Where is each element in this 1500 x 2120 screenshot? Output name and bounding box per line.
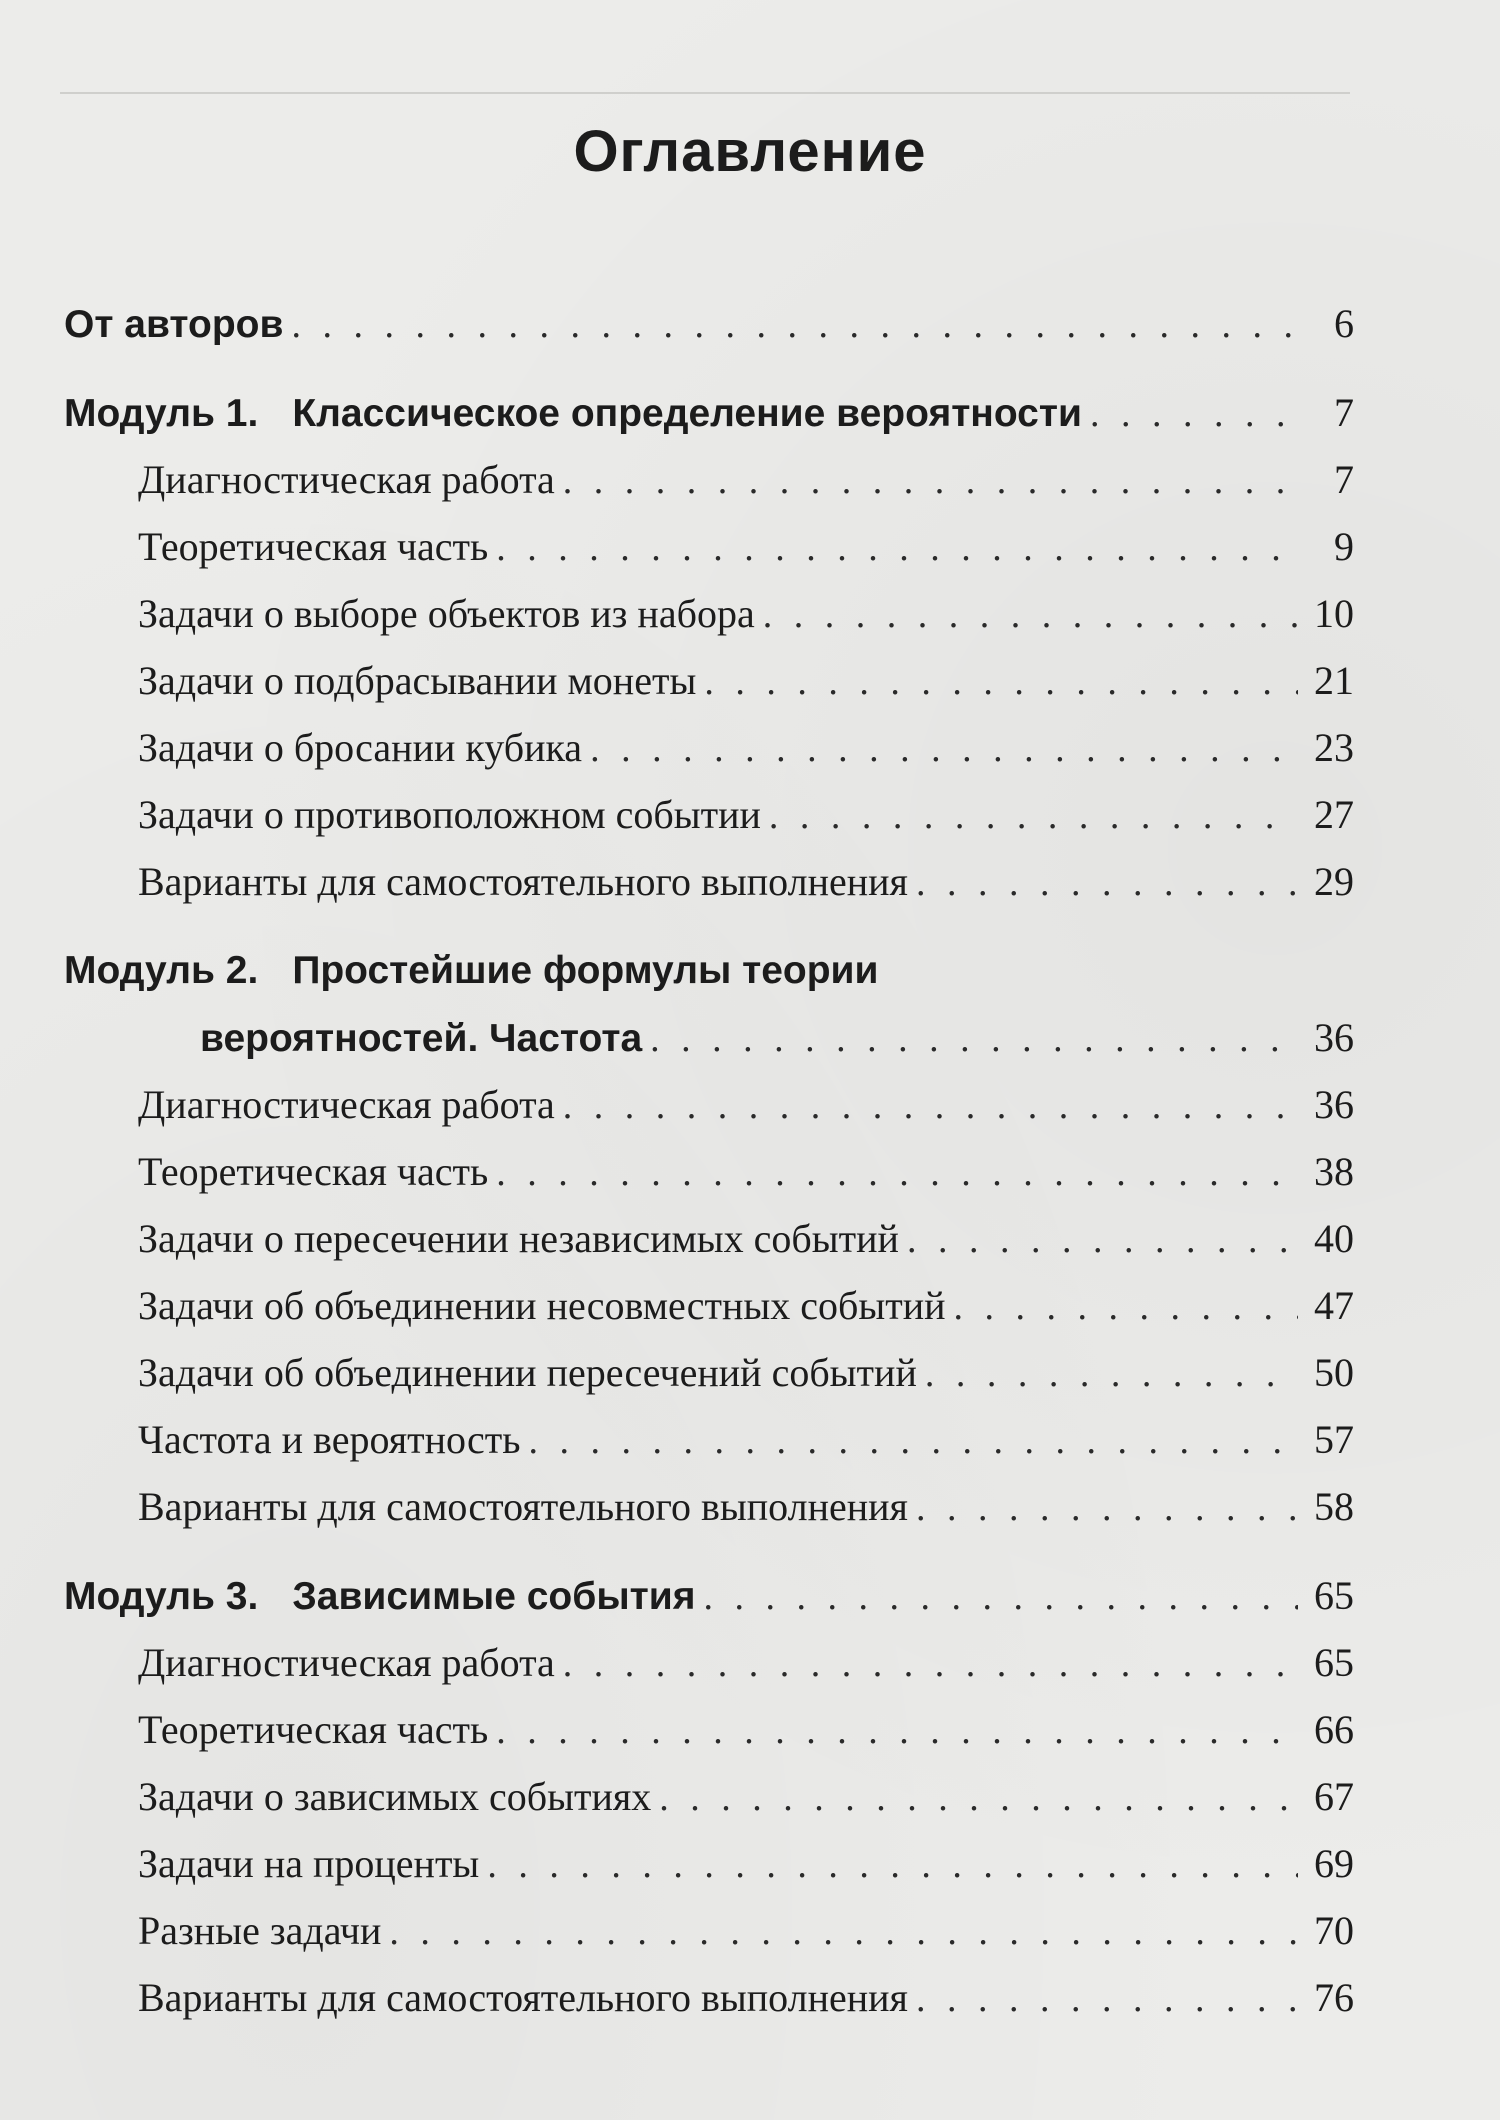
leader-dots bbox=[954, 1274, 1298, 1341]
toc-entry-label: Диагностическая работа bbox=[138, 1082, 555, 1127]
toc-entry[interactable] bbox=[64, 781, 1354, 848]
leader-dots bbox=[907, 1207, 1298, 1274]
toc-entry-label: Задачи о противоположном событии bbox=[138, 792, 761, 837]
top-rule bbox=[60, 92, 1350, 94]
toc-entry-label: Теоретическая часть bbox=[138, 1707, 489, 1752]
toc-page-number: 6 bbox=[1334, 301, 1354, 346]
toc-entry[interactable] bbox=[64, 446, 1354, 513]
leader-dots bbox=[925, 1341, 1298, 1408]
toc-entry[interactable] bbox=[64, 580, 1354, 647]
leader-dots bbox=[528, 1408, 1298, 1475]
leader-dots bbox=[291, 292, 1298, 359]
toc-entry-label: Задачи об объединении несовместных событий bbox=[138, 1283, 946, 1328]
toc-entry-label: Варианты для самостоятельного выполнения bbox=[138, 1484, 908, 1529]
toc-entry-label: Теоретическая часть bbox=[138, 524, 489, 569]
toc-entry[interactable] bbox=[64, 1897, 1354, 1964]
toc-entry-label: Частота и вероятность bbox=[138, 1417, 521, 1462]
toc-entry[interactable] bbox=[64, 1138, 1354, 1205]
toc-module-heading-continued[interactable] bbox=[64, 1004, 1354, 1071]
toc-entry[interactable] bbox=[64, 1763, 1354, 1830]
toc-page-number: 67 bbox=[1314, 1774, 1354, 1819]
toc-page-number: 66 bbox=[1314, 1707, 1354, 1752]
toc-entry[interactable] bbox=[64, 1964, 1354, 2031]
toc-entry-label: Задачи о подбрасывании монеты bbox=[138, 658, 697, 703]
toc-page-number: 58 bbox=[1314, 1484, 1354, 1529]
toc-page-number: 70 bbox=[1314, 1908, 1354, 1953]
toc-page-number: 47 bbox=[1314, 1283, 1354, 1328]
leader-dots bbox=[1090, 381, 1298, 448]
leader-dots bbox=[659, 1765, 1298, 1832]
toc-page-number: 10 bbox=[1314, 591, 1354, 636]
toc-entry-label: Варианты для самостоятельного выполнения bbox=[138, 859, 908, 904]
module-title: Классическое определение вероятности bbox=[292, 392, 1082, 435]
toc-entry[interactable] bbox=[64, 1830, 1354, 1897]
toc-page-number: 50 bbox=[1314, 1350, 1354, 1395]
toc-module-heading[interactable] bbox=[64, 1562, 1354, 1629]
toc-page-number: 57 bbox=[1314, 1417, 1354, 1462]
toc-page-number: 65 bbox=[1314, 1573, 1354, 1618]
leader-dots bbox=[916, 850, 1298, 917]
toc-page-number: 9 bbox=[1334, 524, 1354, 569]
toc-entry[interactable] bbox=[64, 1696, 1354, 1763]
toc-page-number: 23 bbox=[1314, 725, 1354, 770]
toc-entry-label: Задачи на проценты bbox=[138, 1841, 480, 1886]
toc-entry-label: Задачи о выборе объектов из набора bbox=[138, 591, 755, 636]
leader-dots bbox=[563, 448, 1298, 515]
leader-dots bbox=[916, 1475, 1298, 1542]
toc-page-number: 76 bbox=[1314, 1975, 1354, 2020]
toc-entry-label: Задачи о зависимых событиях bbox=[138, 1774, 652, 1819]
leader-dots bbox=[769, 783, 1298, 850]
leader-dots bbox=[916, 1966, 1298, 2033]
leader-dots bbox=[650, 1006, 1298, 1073]
module-title: Зависимые события bbox=[292, 1575, 696, 1618]
module-title: Простейшие формулы теории bbox=[292, 949, 879, 992]
toc-entry-label: Задачи о пересечении независимых событий bbox=[138, 1216, 899, 1261]
toc-entry[interactable] bbox=[64, 1071, 1354, 1138]
toc-module-heading[interactable] bbox=[64, 937, 1354, 1004]
leader-dots bbox=[563, 1631, 1298, 1698]
leader-dots bbox=[704, 1564, 1299, 1631]
module-number: Модуль 3. bbox=[64, 1575, 259, 1618]
leader-dots bbox=[763, 582, 1298, 649]
toc-entry-label: Задачи о бросании кубика bbox=[138, 725, 583, 770]
leader-dots bbox=[563, 1073, 1298, 1140]
toc-entry[interactable] bbox=[64, 647, 1354, 714]
toc-entry-label: От авторов bbox=[64, 303, 284, 346]
toc-entry[interactable] bbox=[64, 1406, 1354, 1473]
toc-page-number: 69 bbox=[1314, 1841, 1354, 1886]
toc-page-number: 7 bbox=[1334, 390, 1354, 435]
toc-page-number: 21 bbox=[1314, 658, 1354, 703]
toc-page-number: 65 bbox=[1314, 1640, 1354, 1685]
leader-dots bbox=[496, 1698, 1298, 1765]
leader-dots bbox=[704, 649, 1298, 716]
leader-dots bbox=[389, 1899, 1298, 1966]
toc-entry[interactable] bbox=[64, 1473, 1354, 1540]
toc-entry[interactable] bbox=[64, 1339, 1354, 1406]
toc-page-number: 38 bbox=[1314, 1149, 1354, 1194]
toc-section-module-3 bbox=[64, 1562, 1354, 2031]
toc-entry[interactable] bbox=[64, 513, 1354, 580]
toc-entry[interactable] bbox=[64, 1629, 1354, 1696]
toc-page-number: 40 bbox=[1314, 1216, 1354, 1261]
toc-page-number: 29 bbox=[1314, 859, 1354, 904]
toc-entry-label: Разные задачи bbox=[138, 1908, 382, 1953]
toc-entry-from-authors[interactable] bbox=[64, 290, 1354, 357]
toc-page-number: 36 bbox=[1314, 1015, 1354, 1060]
toc-entry[interactable] bbox=[64, 1272, 1354, 1339]
toc-entry-label: Варианты для самостоятельного выполнения bbox=[138, 1975, 908, 2020]
toc-section-module-2 bbox=[64, 937, 1354, 1540]
module-number: Модуль 1. bbox=[64, 392, 259, 435]
toc-entry[interactable] bbox=[64, 714, 1354, 781]
toc-section-from-authors bbox=[64, 290, 1354, 357]
toc-module-heading[interactable] bbox=[64, 379, 1354, 446]
toc-page-number: 36 bbox=[1314, 1082, 1354, 1127]
toc-entry-label: Задачи об объединении пересечений событий bbox=[138, 1350, 917, 1395]
toc-entry-label: Теоретическая часть bbox=[138, 1149, 489, 1194]
toc-entry-label: Диагностическая работа bbox=[138, 457, 555, 502]
module-number: Модуль 2. bbox=[64, 949, 259, 992]
leader-dots bbox=[590, 716, 1298, 783]
leader-dots bbox=[487, 1832, 1298, 1899]
leader-dots bbox=[496, 1140, 1298, 1207]
toc-page-number: 27 bbox=[1314, 792, 1354, 837]
toc-page-number: 7 bbox=[1334, 457, 1354, 502]
toc-entry-label: Диагностическая работа bbox=[138, 1640, 555, 1685]
leader-dots bbox=[496, 515, 1298, 582]
table-of-contents bbox=[64, 290, 1354, 2053]
toc-entry[interactable] bbox=[64, 848, 1354, 915]
toc-entry[interactable] bbox=[64, 1205, 1354, 1272]
module-title-continued: вероятностей. Частота bbox=[200, 1017, 643, 1060]
page-title: Оглавление bbox=[573, 119, 927, 184]
toc-section-module-1 bbox=[64, 379, 1354, 915]
